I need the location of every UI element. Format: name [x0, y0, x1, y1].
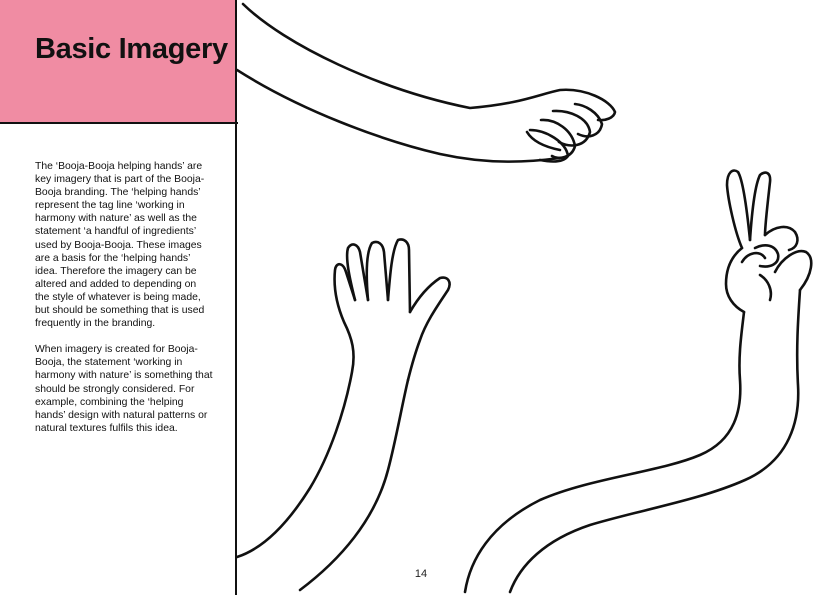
- hands-illustration: [237, 0, 840, 595]
- page-title: Basic Imagery: [35, 33, 228, 65]
- title-banner: [0, 0, 236, 122]
- paragraph-2: When imagery is created for Booja-Booja, the statement ‘working in harmony with nature’ is something that should be strongly considered. For example, combining the ‘helping hands’ design with natural patterns or natural textures fulfils this idea.: [35, 344, 213, 434]
- title-divider: [0, 122, 238, 124]
- page-number: 14: [414, 568, 428, 580]
- sidebar-panel: [0, 0, 236, 595]
- body-text: [35, 160, 213, 448]
- hand-reaching-icon: [237, 4, 615, 162]
- open-palm-hand-icon: [237, 239, 450, 590]
- peace-sign-hand-icon: [465, 171, 811, 592]
- paragraph-1: The ‘Booja-Booja helping hands’ are key imagery that is part of the Booja-Booja branding. The ‘helping hands’ represent the tag line ‘working in harmony with nature’ as well as the statement ‘a handful of ingredients’ used by Booja-Booja. These images are a basis for the ‘helping hands’ idea. Therefore the imagery can be altered and added to depending on the style of whatever is being made, but should be something that is used frequently in the branding.: [35, 161, 205, 330]
